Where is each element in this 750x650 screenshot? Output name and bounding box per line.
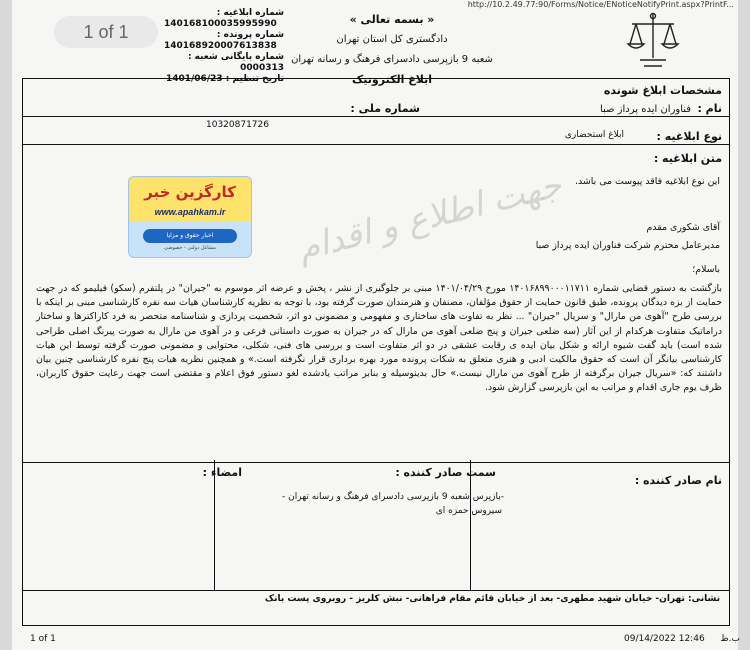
archive-number-value: 0000313: [240, 63, 284, 73]
issuer-person-value: سیروس حمزه ای: [435, 506, 502, 516]
notice-text-label: متن ابلاغیه :: [653, 152, 722, 165]
divider: [22, 590, 730, 591]
column-divider: [470, 460, 471, 590]
divider: [22, 462, 730, 463]
stamp-url: www.apahkam.ir: [154, 207, 226, 217]
print-footer-pages: 1 of 1: [30, 634, 56, 644]
print-footer-date: 09/14/2022 12:46: [624, 634, 705, 644]
addressee-line-1: آقای شکوری مقدم: [646, 222, 720, 233]
archive-number-label: شماره بایگانی شعبه :: [187, 52, 284, 62]
case-number-label: شماره پرونده :: [216, 30, 284, 40]
greeting-text: باسلام؛: [692, 264, 720, 275]
issue-date-label: تاریخ تنظیم :: [225, 74, 284, 84]
notice-type-label: نوع ابلاغیه :: [656, 130, 722, 143]
notice-type-value: ابلاغ استحضاری: [564, 130, 624, 140]
recipient-name-row: [600, 102, 722, 115]
case-number-value: 140168920007613838: [164, 41, 277, 51]
print-footer-suffix: ب.ظ: [720, 634, 740, 644]
address-text: نشانی: تهران- خیابان شهید مطهری- بعد از خیابان قائم مقام فراهانی- نبش کلریز - روبروی پست بانک: [264, 594, 720, 604]
document-type: ابلاغ الکترونیک: [352, 73, 432, 86]
no-attachment-text: این نوع ابلاغیه فاقد پیوست می باشد.: [575, 176, 720, 187]
notice-body-paragraph: بازگشت به دستور قضایی شماره ۱۴۰۱۶۸۹۹۰۰۰۱۱۷۱۱ مورخ ۱۴۰۱/۰۴/۲۹ مبنی بر جلوگیری از نشر ، پخش و عرضه اثر موسوم به "جیران" در پلتفرم (سکو) فیلیمو که در جهت حمایت از بزه دیدگان پرونده، طبق قانون حمایت از حقوق مؤلفان، مصنفان و هنرمندان صورت گرفته بود، با توجه به نظریه کارشناسان هیات سه نفره کارشناسی مبنی بر اینکه با بررسی طرح "آهوی من مارال" و سریال "جیران" ... نظر به تفاوت های ساختاری و مفهومی و مضمونی دو اثر، شخصیت پردازی و شناسنامه متحصر به فرد کاراکترها و ساختار دراماتیک متفاوت هرکدام از این آثار (سه ضلعی جیران و پنج ضلعی آهوی من مارال که در جیران به صورت داستانی فرعی و در آهوی من مارال به صورت پیرنگ اصلی طراحی شده است) باید گفت شیوه ارائه و شکل بیان ایده ی رقابت عشقی در دو اثر متفاوت است و بررسی های فنی، شکلی، محتوایی و مضمونی صورت گرفته توسط این هیات کارشناسی بیانگر آن است که حقوق مالکیت ادبی و هنری متعلق به شکات پرونده مورد بهره برداری قرار نگرفته است.» و همچنین نظریه هیات پنج نفره کارشناسی چنین بیان داشتند که: «سریال جیران برگرفته از طرح آهوی من مارال نیست.» حال بدینوسیله و بنابر مراتب یادشده لغو دستور فوق اعلام و مقتضی است جهت رعایت حقوق کاربران، ظرف یوم جاری اقدام و مراتب به این بازپرسی گزارش شود.: [36, 283, 723, 394]
recipient-name-label: نام :: [697, 102, 722, 115]
header-info-block: [164, 8, 284, 85]
stamp-title: کارگزین خبر: [129, 177, 251, 221]
news-stamp-logo: [128, 176, 252, 258]
bismillah-text: « بسمه تعالی »: [349, 13, 435, 26]
divider: [22, 144, 730, 145]
divider: [22, 116, 730, 117]
emblem-icon: [626, 10, 680, 72]
branch-name: شعبه 9 بازپرسی دادسرای فرهنگ و رسانه تهران: [291, 54, 493, 65]
recipient-name-value: فناوران ایده پرداز صبا: [599, 104, 692, 115]
national-id-value: 10320871726: [206, 120, 269, 130]
issuer-name-label: نام صادر کننده :: [634, 474, 722, 487]
handwritten-watermark: جهت اطلاع و اقدام: [293, 164, 566, 270]
signature-label: امضاء :: [202, 466, 242, 479]
national-id-row: [350, 102, 420, 115]
notice-number-value: 140168100035995990: [164, 19, 277, 29]
stamp-tag: اخبار حقوق و مزایا: [143, 229, 237, 243]
print-url-header: http://10.2.49.77:90/Forms/Notice/ENoticeNotifyPrint.aspx?PrintF...: [467, 0, 734, 9]
court-name: دادگستری کل استان تهران: [336, 34, 448, 45]
stamp-subtitle: مشاغل دولتی - خصوصی: [164, 245, 216, 251]
column-divider: [214, 460, 215, 590]
issuer-position-value: -بازپرس شعبه 9 بازپرسی دادسرای فرهنگ و رسانه تهران -: [282, 492, 504, 502]
issuer-position-label: سمت صادر کننده :: [395, 466, 496, 479]
national-id-label: شماره ملی :: [350, 102, 420, 115]
notice-number-label: شماره ابلاغیه :: [216, 8, 284, 18]
archive-number-line: [164, 52, 284, 74]
addressee-line-2: مدیرعامل محترم شرکت فناوران ایده پرداز صبا: [535, 240, 720, 251]
issue-date-value: 1401/06/23: [165, 74, 223, 84]
page-indicator-badge: 1 of 1: [54, 16, 158, 48]
recipient-section-title: مشخصات ابلاغ شونده: [603, 84, 722, 97]
